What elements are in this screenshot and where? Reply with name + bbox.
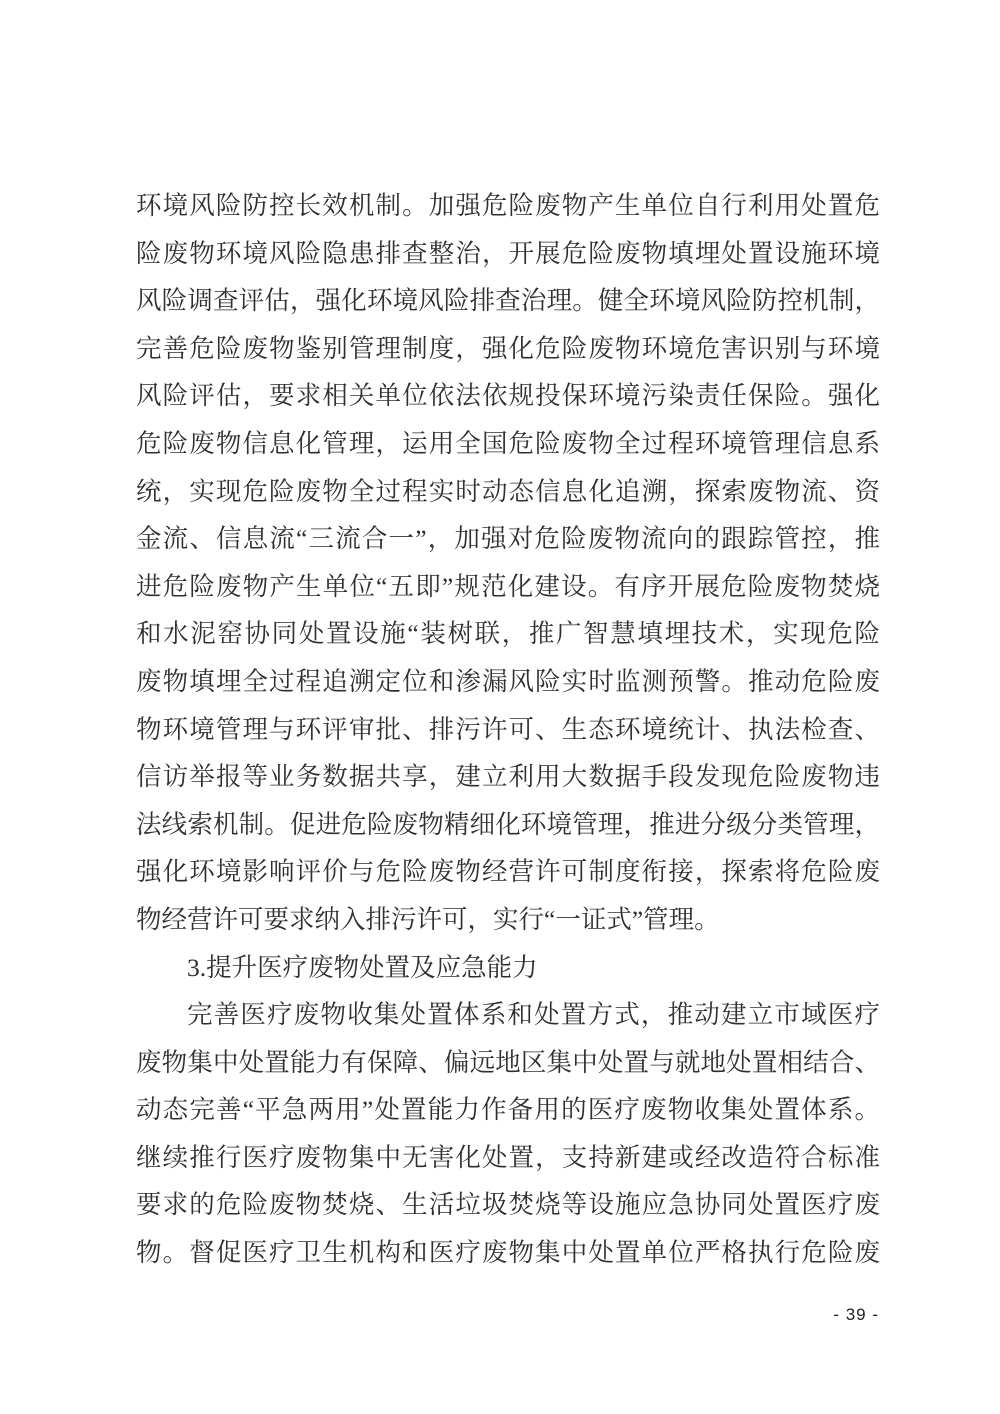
text-line: 物经营许可要求纳入排污许可，实行“一证式”管理。 <box>136 904 720 934</box>
document-text-block <box>136 182 880 1277</box>
text-line: 法线索机制。促进危险废物精细化环境管理，推进分级分类管理， <box>136 809 880 839</box>
text-line: 风险调查评估，强化环境风险排查治理。健全环境风险防控机制， <box>136 286 880 316</box>
text-line: 环境风险防控长效机制。加强危险废物产生单位自行利用处置危 <box>136 191 880 220</box>
page-number: - 39 - <box>833 1305 879 1324</box>
text-line: 信访举报等业务数据共享，建立利用大数据手段发现危险废物违 <box>136 762 880 792</box>
text-line: 完善危险废物鉴别管理制度，强化危险废物环境危害识别与环境 <box>136 333 880 363</box>
text-line: 危险废物信息化管理，运用全国危险废物全过程环境管理信息系 <box>136 428 880 458</box>
text-line: 风险评估，要求相关单位依法依规投保环境污染责任保险。强化 <box>136 381 880 411</box>
text-line: 金流、信息流“三流合一”，加强对危险废物流向的跟踪管控，推 <box>136 524 880 554</box>
text-line: 完善医疗废物收集处置体系和处置方式，推动建立市域医疗 <box>187 1000 880 1030</box>
text-line: 废物集中处置能力有保障、偏远地区集中处置与就地处置相结合、 <box>136 1047 880 1077</box>
text-line: 险废物环境风险隐患排查整治，开展危险废物填埋处置设施环境 <box>136 238 880 268</box>
text-line: 统，实现危险废物全过程实时动态信息化追溯，探索废物流、资 <box>136 476 880 506</box>
text-line: 动态完善“平急两用”处置能力作备用的医疗废物收集处置体系。 <box>136 1095 880 1125</box>
text-line: 废物填埋全过程追溯定位和渗漏风险实时监测预警。推动危险废 <box>136 666 880 696</box>
text-line: 进危险废物产生单位“五即”规范化建设。有序开展危险废物焚烧 <box>136 571 880 601</box>
text-line: 和水泥窑协同处置设施“装树联，推广智慧填埋技术，实现危险 <box>136 619 880 649</box>
text-line: 物。督促医疗卫生机构和医疗废物集中处置单位严格执行危险废 <box>136 1238 880 1268</box>
text-line: 要求的危险废物焚烧、生活垃圾焚烧等设施应急协同处置医疗废 <box>136 1190 880 1220</box>
text-line: 物环境管理与环评审批、排污许可、生态环境统计、执法检查、 <box>136 714 880 744</box>
text-line: 继续推行医疗废物集中无害化处置，支持新建或经改造符合标准 <box>136 1142 880 1172</box>
section-heading: 3.提升医疗废物处置及应急能力 <box>187 952 538 982</box>
text-line: 强化环境影响评价与危险废物经营许可制度衔接，探索将危险废 <box>136 857 880 887</box>
